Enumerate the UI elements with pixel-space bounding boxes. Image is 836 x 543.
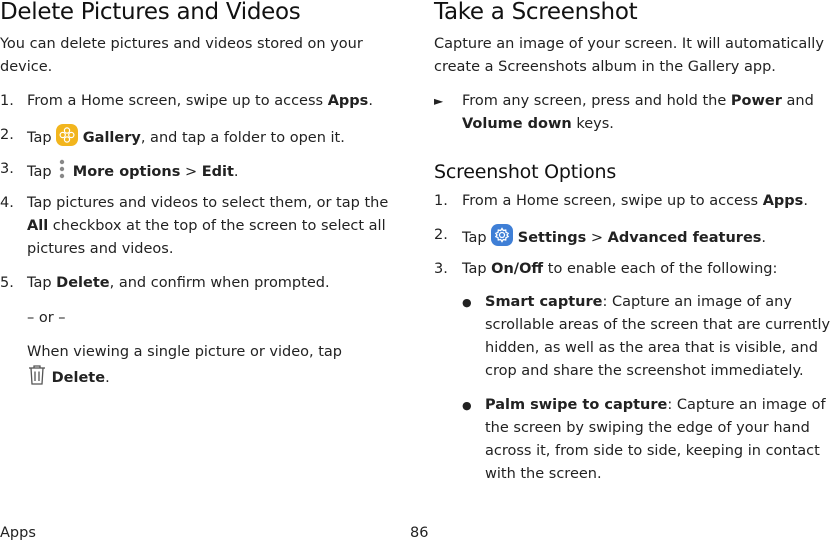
section-title-delete: Delete Pictures and Videos bbox=[0, 0, 301, 25]
trash-icon bbox=[27, 364, 47, 394]
manual-page: Delete Pictures and Videos You can delete pictures and videos stored on your device. 1. From a Home screen, swipe up to access Apps. 2. Tap Gallery, and tap a folder to open it. 3. Tap More options > Edit. 4. Tap pictures and videos to select them, or tap the All checkbox at the top of the screen to select all pictures and videos. 5. Tap Delete, and confirm when prompted. – or – When viewing a single picture or video, tap Delete. Take a Screenshot Capture an image of your screen. It will automatically create a Screenshots album in the Gallery app. ► From any screen, press and hold the Power and Volume down keys. Screenshot Options 1. From a Home screen, swipe up to access Apps. 2. Tap Settings > Advanced features. 3. Tap On/Off to enable each of the following: ● Smart capture: Capture an image of any scrollable areas of the screen that are currently hidden, as well as the area that is visible, and crop and share the screenshot immediately. ● Palm swipe to capture: Capture an image of the screen by swiping the edge of your hand across it, from side to side, keeping in contact with the screen. Apps 86 bbox=[0, 0, 831, 541]
more-options-icon bbox=[56, 158, 68, 188]
intro-delete: You can delete pictures and videos stored on your device. bbox=[0, 36, 363, 75]
section-title-screenshot: Take a Screenshot bbox=[434, 0, 638, 25]
bullet-dot-icon: ● bbox=[462, 296, 472, 309]
arrow-bullet-icon: ► bbox=[434, 94, 444, 108]
page-number: 86 bbox=[410, 525, 429, 541]
subsection-title: Screenshot Options bbox=[434, 161, 617, 183]
settings-icon bbox=[491, 224, 513, 254]
or-separator: – or – bbox=[27, 310, 66, 326]
alt-delete-instruction: When viewing a single picture or video, tap Delete. bbox=[27, 341, 389, 394]
intro-screenshot: Capture an image of your screen. It will automatically create a Screenshots album in the Gallery app. bbox=[434, 36, 824, 75]
bullet-dot-icon: ● bbox=[462, 399, 472, 412]
footer-section: Apps bbox=[0, 525, 36, 541]
gallery-icon bbox=[56, 124, 78, 154]
